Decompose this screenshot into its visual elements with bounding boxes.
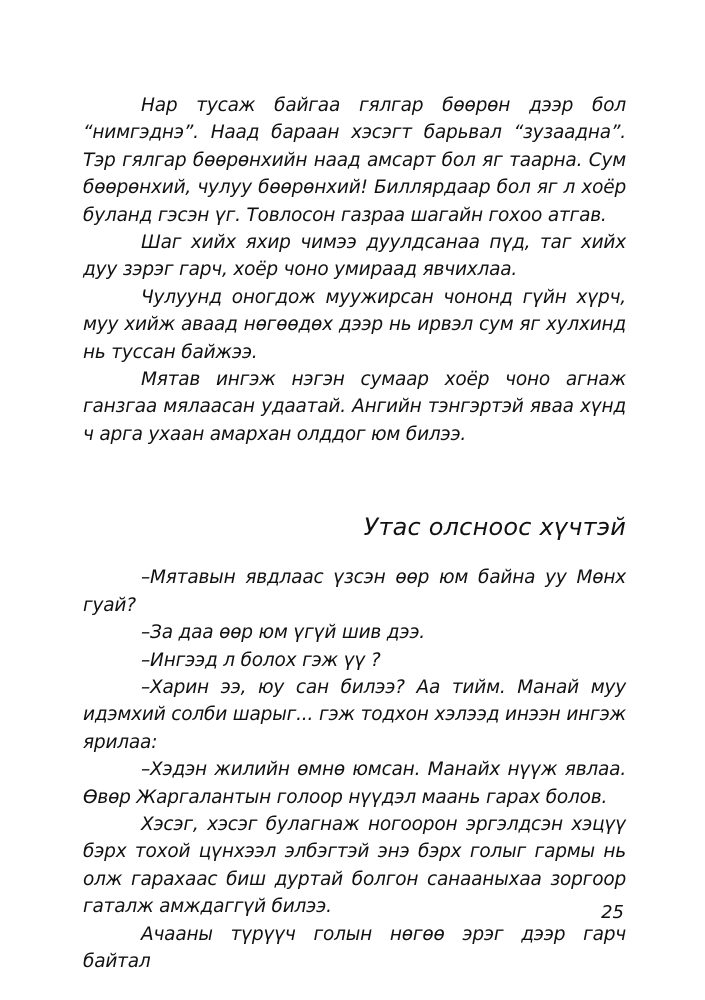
paragraph: –Мятавын явдлаас үзсэн өөр юм байна уу Мөнх гуай? [83, 567, 626, 616]
page-body [83, 92, 626, 975]
paragraph: –За даа өөр юм үгүй шив дээ. [141, 622, 425, 644]
paragraph: Мятав ингэж нэгэн сумаар хоёр чоно агнаж ганзгаа мялаасан удаатай. Ангийн тэнгэртэй яваа хүнд ч арга ухаан амархан олддог юм билээ. [83, 369, 626, 445]
section-spacer [83, 448, 626, 510]
paragraph: –Хэдэн жилийн өмнө юмсан. Манайх нүүж явлаа. Өвөр Жаргалантын голоор нүүдэл маань гарах болов. [83, 759, 626, 808]
paragraph: Хэсэг, хэсэг булагнаж ногоорон эргэлдсэн хэцүү бэрх тохой цүнхээл элбэгтэй энэ бэрх голыг гармы нь олж гарахаас биш дуртай болгон санааныхаа зоргоор гаталж амждаггүй билээ. [83, 813, 626, 918]
page-number: 25 [601, 902, 624, 923]
paragraph: Нар тусаж байгаа гялгар бөөрөн дээр бол “нимгэднэ”. Наад бараан хэсэгт барьвал “зузаадна”. Тэр гялгар бөөрөнхийн наад амсарт бол яг таарна. Сум бөөрөнхий, чулуу бөөрөнхий! Биллярдаар бол яг л хоёр буланд гэсэн үг. Товлосон газраа шагайн гохоо атгав. [83, 95, 626, 226]
paragraph: Шаг хийх яхир чимээ дуулдсанаа пүд, таг хийх дуу зэрэг гарч, хоёр чоно умираад явчихлаа. [83, 232, 626, 281]
paragraph: Ачааны түрүүч голын нөгөө эрэг дээр гарч байтал [83, 923, 626, 972]
section-title: Утас олсноос хүчтэй [363, 513, 626, 542]
paragraph: Чулуунд оногдож муужирсан чононд гүйн хүрч, муу хийж аваад нөгөөдөх дээр нь ирвэл сум яг хулхинд нь туссан байжээ. [83, 286, 626, 363]
paragraph: –Харин ээ, юу сан билээ? Аа тийм. Манай муу идэмхий солби шарыг... гэж тодхон хэлээд инээн ингэж ярилаа: [83, 676, 626, 753]
paragraph: –Ингээд л болох гэж үү ? [141, 649, 381, 671]
